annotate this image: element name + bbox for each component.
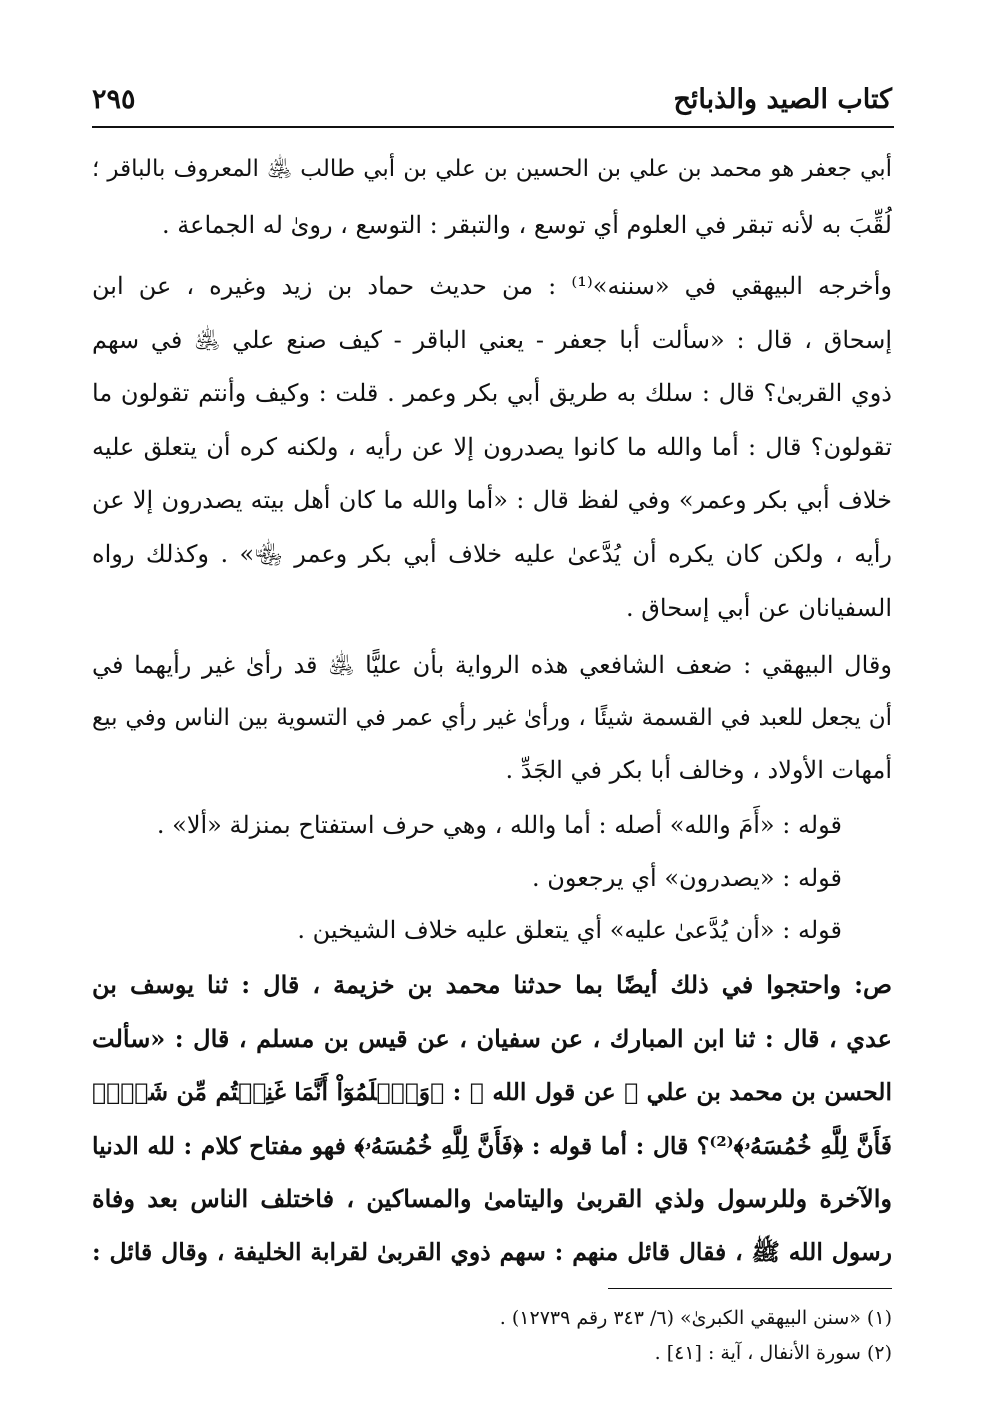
text-line: فَأَنَّ لِلَّهِ خُمُسَهُۥ﴾⁽²⁾؟ قال : أما قوله : ﴿فَأَنَّ لِلَّهِ خُمُسَهُۥ﴾ فهو مفتاح كلام : لله الدنيا bbox=[92, 1132, 892, 1160]
text-line: الحسن بن محمد بن علي ﵁ عن قول الله ﷿ : ﴿وَٱعۡلَمُوٓاْ أَنَّمَا غَنِمۡتُم مِّن شَيۡءٖ bbox=[92, 1078, 892, 1106]
text-line: لُقِّبَ به لأنه تبقر في العلوم أي توسع ، والتبقر : التوسع ، روىٰ له الجماعة . bbox=[162, 211, 892, 239]
text-line: قوله : «يصدرون» أي يرجعون . bbox=[532, 864, 842, 892]
header-divider bbox=[92, 126, 894, 128]
text-line: السفيانان عن أبي إسحاق . bbox=[626, 594, 892, 622]
text-line: قوله : «أن يُدَّعىٰ عليه» أي يتعلق عليه خلاف الشيخين . bbox=[297, 916, 842, 944]
text-line: ذوي القربىٰ؟ قال : سلك به طريق أبي بكر وعمر . قلت : وكيف وأنتم تقولون ما bbox=[92, 379, 892, 407]
footnote-divider bbox=[608, 1288, 892, 1289]
text-line: رأيه ، ولكن كان يكره أن يُدَّعىٰ عليه خلاف أبي بكر وعمر ﵄» . وكذلك رواه bbox=[92, 540, 892, 568]
text-line: خلاف أبي بكر وعمر» وفي لفظ قال : «أما والله ما كان أهل بيته يصدرون إلا عن bbox=[92, 486, 892, 514]
text-line: وأخرجه البيهقي في «سننه»⁽¹⁾ : من حديث حماد بن زيد وغيره ، عن ابن bbox=[92, 272, 892, 300]
footnote: (١) «سنن البيهقي الكبرىٰ» (٦/ ٣٤٣ رقم ١٢٧٣٩) . bbox=[499, 1307, 892, 1329]
text-line: أمهات الأولاد ، وخالف أبا بكر في الجَدِّ . bbox=[505, 756, 892, 784]
text-line: وقال البيهقي : ضعف الشافعي هذه الرواية بأن عليًّا ﵁ قد رأىٰ غير رأيهما في bbox=[92, 651, 892, 679]
text-line: تقولون؟ قال : أما والله ما كانوا يصدرون إلا عن رأيه ، ولكنه كره أن يتعلق عليه bbox=[92, 433, 892, 461]
page-number: ٢٩٥ bbox=[92, 84, 136, 115]
text-line: ص: واحتجوا في ذلك أيضًا بما حدثنا محمد بن خزيمة ، قال : ثنا يوسف بن bbox=[92, 970, 892, 999]
chapter-title: كتاب الصيد والذبائح bbox=[673, 84, 892, 115]
text-line: أن يجعل للعبد في القسمة شيئًا ، ورأىٰ غير رأي عمر في التسوية بين الناس وفي بيع bbox=[92, 705, 892, 731]
text-line: قوله : «أَمَ والله» أصله : أما والله ، وهي حرف استفتاح بمنزلة «ألا» . bbox=[156, 811, 842, 839]
text-line: عدي ، قال : ثنا ابن المبارك ، عن سفيان ، عن قيس بن مسلم ، قال : «سألت bbox=[92, 1024, 892, 1053]
text-line: رسول الله ﷺ ، فقال قائل منهم : سهم ذوي القربىٰ لقرابة الخليفة ، وقال قائل : bbox=[92, 1238, 892, 1266]
running-header bbox=[92, 80, 892, 126]
text-line: أبي جعفر هو محمد بن علي بن الحسين بن علي بن أبي طالب ﵁ المعروف بالباقر ؛ bbox=[92, 156, 892, 182]
text-line: والآخرة وللرسول ولذي القربىٰ واليتامىٰ والمساكين ، فاختلف الناس بعد وفاة bbox=[92, 1184, 892, 1213]
footnote: (٢) سورة الأنفال ، آية : [٤١] . bbox=[654, 1342, 892, 1364]
text-line: إسحاق ، قال : «سألت أبا جعفر - يعني الباقر - كيف صنع علي ﵁ في سهم bbox=[92, 326, 892, 354]
